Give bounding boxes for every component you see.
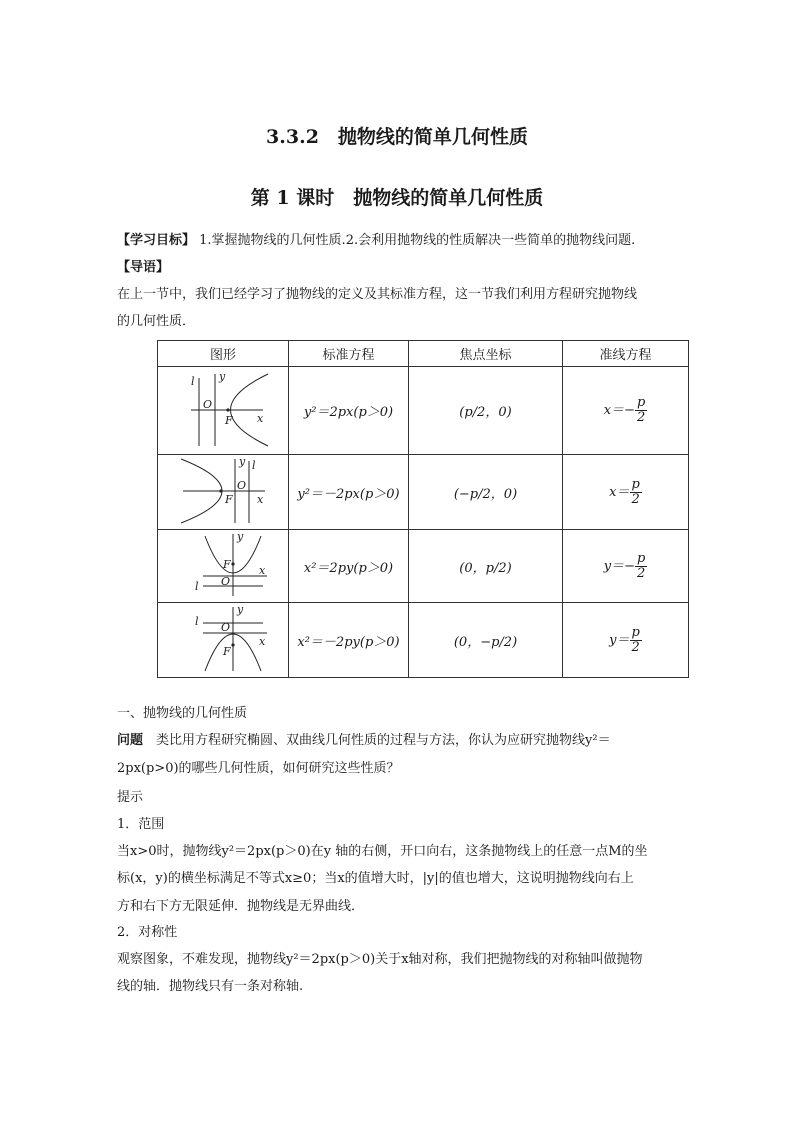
directrix-label: l xyxy=(252,459,256,472)
origin-label: O xyxy=(221,575,231,588)
equation-cell: x²＝－2py(p＞0) xyxy=(289,603,409,678)
question-line-1 xyxy=(117,732,611,750)
table-row xyxy=(158,603,689,678)
header-graph: 图形 xyxy=(158,341,289,367)
parabola-right-graph xyxy=(173,368,273,450)
directrix-cell: y＝ $\frac{p}{2}$ xyxy=(563,603,689,678)
focus-point xyxy=(231,562,234,565)
item-2-line-2: 线的轴．抛物线只有一条对称轴. xyxy=(117,979,304,994)
item-1-line-2: 标(x，y)的横坐标满足不等式x≥0；当x的值增大时，|y|的值也增大，这说明抛物线向右上 xyxy=(117,871,634,886)
table-row xyxy=(158,455,689,530)
header-focus: 焦点坐标 xyxy=(409,341,563,367)
header-directrix: 准线方程 xyxy=(563,341,689,367)
directrix-label: l xyxy=(191,374,195,388)
goal-text: 1.掌握抛物线的几何性质.2.会利用抛物线的性质解决一些简单的抛物线问题. xyxy=(199,233,636,248)
hint-label: 提示 xyxy=(117,790,144,805)
equation-cell: x²＝2py(p＞0) xyxy=(289,530,409,603)
directrix-cell: x＝ $\frac{p}{2}$ xyxy=(563,455,689,530)
graph-cell xyxy=(158,367,289,455)
section-heading-1: 一、抛物线的几何性质 xyxy=(117,706,248,721)
directrix-cell: x＝− $\frac{p}{2}$ xyxy=(563,367,689,455)
item-1-title: 1．范围 xyxy=(117,817,165,832)
table-header-row xyxy=(158,341,689,367)
focus-label: F xyxy=(223,645,231,658)
y-label: y xyxy=(237,530,244,543)
directrix-cell: y＝− $\frac{p}{2}$ xyxy=(563,530,689,603)
item-1-line-1: 当x>0时，抛物线y²＝2px(p＞0)在y 轴的右侧，开口向右，这条抛物线上的任意一点M的坐 xyxy=(117,844,648,859)
graph-cell xyxy=(158,455,289,530)
goal-label: 【学习目标】 xyxy=(117,233,196,248)
directrix-label: l xyxy=(195,615,199,628)
focus-point xyxy=(219,489,222,492)
focus-cell: (−p/2，0) xyxy=(409,455,563,530)
intro-label: 【导语】 xyxy=(117,260,170,275)
parabola-properties-table xyxy=(157,340,689,678)
intro-line-1: 在上一节中，我们已经学习了抛物线的定义及其标准方程，这一节我们利用方程研究抛物线 xyxy=(117,287,638,302)
y-label: y xyxy=(239,455,246,468)
origin-label: O xyxy=(237,479,247,492)
item-2-title: 2．对称性 xyxy=(117,925,178,940)
focus-label: F xyxy=(225,493,233,506)
focus-label: F xyxy=(225,413,233,427)
focus-cell: (0，p/2) xyxy=(409,530,563,603)
learning-goals xyxy=(117,232,635,250)
focus-cell: (0，−p/2) xyxy=(409,603,563,678)
focus-point xyxy=(231,643,234,646)
x-label: x xyxy=(259,564,266,577)
x-label: x xyxy=(259,635,266,648)
question-line-2: 2px(p>0)的哪些几何性质，如何研究这些性质？ xyxy=(117,761,400,776)
equation-cell: y²＝2px(p＞0) xyxy=(289,367,409,455)
parabola-up-graph xyxy=(173,530,273,598)
item-2-line-1: 观察图象，不难发现，抛物线y²＝2px(p＞0)关于x轴对称，我们把抛物线的对称轴叫做抛物 xyxy=(117,952,643,967)
origin-label: O xyxy=(203,397,213,411)
x-label: x xyxy=(257,493,264,506)
item-1-line-3: 方和右下方无限延伸．抛物线是无界曲线． xyxy=(117,899,365,914)
parabola-down-graph xyxy=(173,603,273,673)
table-row xyxy=(158,530,689,603)
question-text-1: 类比用方程研究椭圆、双曲线几何性质的过程与方法，你认为应研究抛物线y²＝ xyxy=(143,733,611,748)
intro-line-2: 的几何性质． xyxy=(117,314,196,329)
focus-label: F xyxy=(223,558,231,571)
focus-point xyxy=(226,408,229,411)
focus-cell: (p/2，0) xyxy=(409,367,563,455)
question-label: 问题 xyxy=(117,733,144,748)
graph-cell xyxy=(158,603,289,678)
table-row xyxy=(158,367,689,455)
x-label: x xyxy=(257,411,264,425)
y-label: y xyxy=(237,603,244,616)
parabola-left-graph xyxy=(173,455,273,525)
section-title: 3.3.2 抛物线的简单几何性质 xyxy=(266,126,528,148)
origin-label: O xyxy=(221,621,231,634)
y-label: y xyxy=(219,369,226,383)
directrix-label: l xyxy=(195,580,199,593)
graph-cell xyxy=(158,530,289,603)
equation-cell: y²＝－2px(p＞0) xyxy=(289,455,409,530)
header-equation: 标准方程 xyxy=(289,341,409,367)
lesson-title: 第 1 课时 抛物线的简单几何性质 xyxy=(250,187,544,209)
